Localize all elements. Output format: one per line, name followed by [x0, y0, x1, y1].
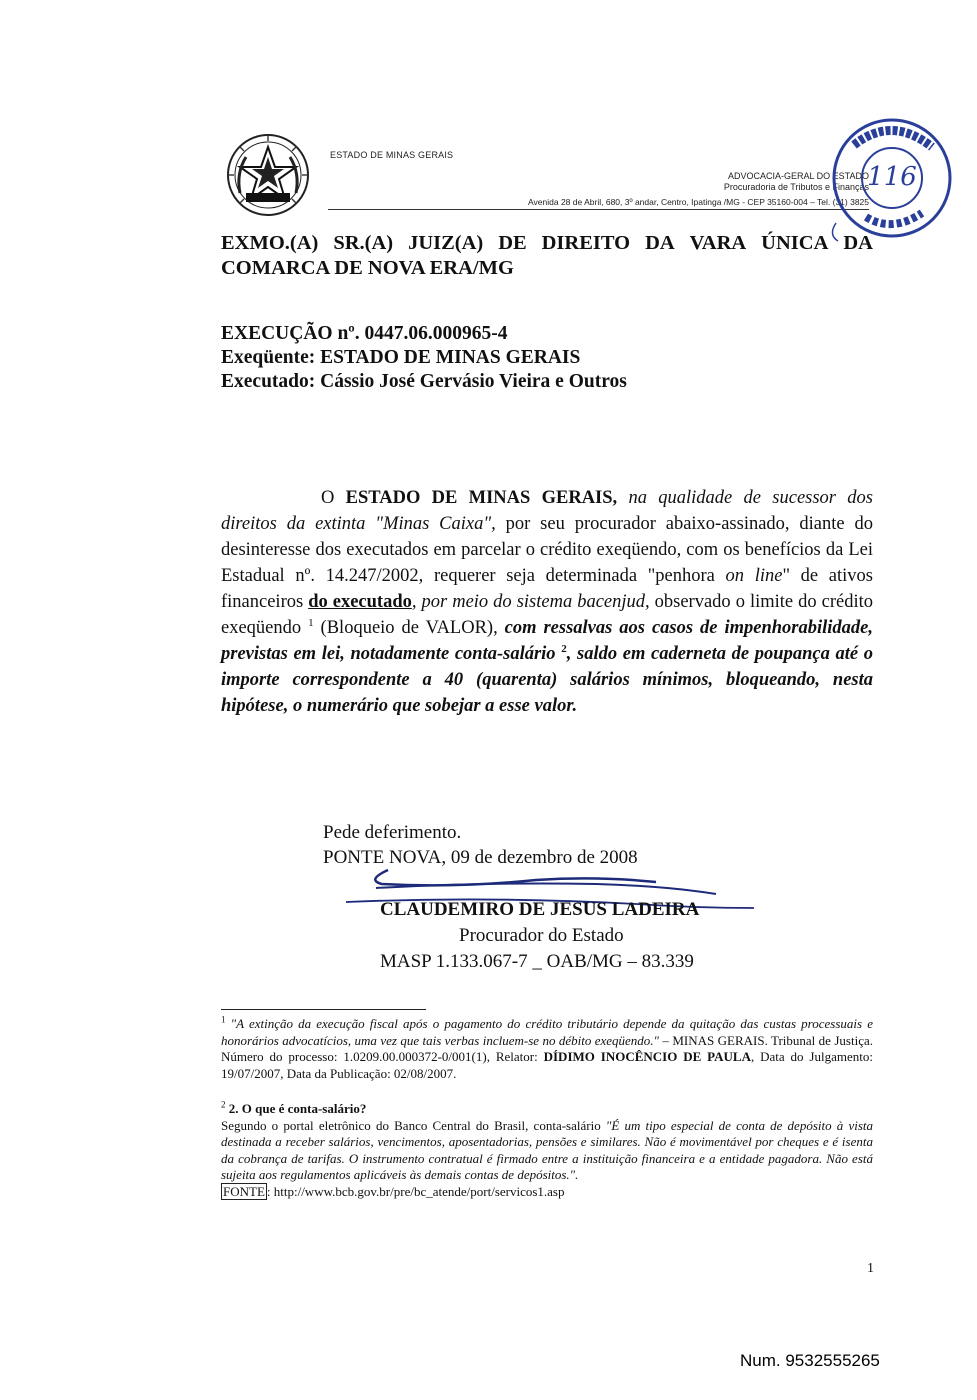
closing — [323, 820, 638, 870]
document-number: Num. 9532555265 — [740, 1351, 880, 1370]
footnote-2-number: 2 — [221, 1099, 226, 1110]
case-executado-value: Cássio José Gervásio Vieira e Outros — [320, 371, 627, 392]
body-text-state: ESTADO DE MINAS GERAIS, — [345, 488, 618, 508]
body-text: por seu procurador abaixo-assinado, diante do desinteresse dos executados em parcelar o crédito exeqüendo, com os benefícios da Lei Estadual nº. 14.247/2002, requerer seja determinada "penhora — [221, 514, 873, 586]
case-execution-number: EXECUÇÃO nº. 0447.06.000965-4 — [221, 323, 508, 344]
footnote-ref-1: 1 — [308, 616, 314, 629]
letterhead-divider — [328, 209, 869, 210]
case-executado-label: Executado: — [221, 371, 316, 392]
letterhead-state-name: ESTADO DE MINAS GERAIS — [330, 150, 454, 160]
footnote-1-source: – MINAS GERAIS. Tribunal de Justiça. Número do processo: 1.0209.00.000372-0/001(1), Relator: — [221, 1032, 873, 1064]
body-text-executado: do executado — [308, 592, 412, 612]
footnote-1-dates: , Data do Julgamento: 19/07/2007, Data da Publicação: 02/08/2007. — [221, 1049, 873, 1081]
addressee-line-2: COMARCA DE NOVA ERA/MG — [221, 257, 514, 279]
footnote-2-source-label: FONTE — [223, 1183, 265, 1199]
case-header — [221, 322, 627, 394]
addressee-word: DA — [843, 232, 873, 254]
addressee-line-1 — [221, 231, 873, 256]
addressee-word: ÚNICA — [761, 232, 829, 254]
signer-name: CLAUDEMIRO DE JESUS LADEIRA — [380, 899, 700, 920]
court-stamp — [826, 113, 958, 243]
addressee-word: JUIZ(A) — [408, 232, 484, 254]
case-exequente-label: Exeqüente: — [221, 347, 316, 368]
addressee-word: VARA — [689, 232, 747, 254]
petition-body — [221, 485, 873, 719]
petition-paragraph — [221, 485, 873, 719]
body-text-qualification: na qualidade de sucessor dos direitos da extinta "Minas Caixa", — [221, 488, 873, 534]
body-text: (Bloqueio de VALOR), — [313, 618, 505, 638]
footnote-2-quote: "É um tipo especial de conta de depósito à vista destinada a receber salários, vencimentos, aposentadorias, pensões e similares. Não é movimentável por cheques e é isenta da cobrança de tarifas. O instrumento contratual é firmado entre a instituição financeira e a entidade pagadora. Não está sujeita aos regulamentos aplicáveis às demais contas de depósitos.". — [221, 1117, 873, 1182]
body-text-online: on line — [725, 566, 783, 586]
footnote-1-quote: "A extinção da execução fiscal após o pagamento do crédito tributário depende da quitação das custas processuais e honorários advocatícios, uma vez que tais verbas incluem-se no débito exeqüendo." — [221, 1016, 873, 1048]
addressee-word: EXMO.(A) — [221, 232, 319, 254]
footnote-divider — [221, 1009, 426, 1010]
page-number: 1 — [867, 1261, 874, 1276]
letterhead-department: Procuradoria de Tributos e Finanças — [723, 182, 869, 192]
body-text-bacenjud: , por meio do sistema bacenjud, — [411, 592, 650, 612]
footnote-2-title: 2. O que é conta-salário? — [228, 1101, 367, 1116]
addressee-word: DE — [498, 232, 527, 254]
footnote-ref-2: 2 — [561, 642, 567, 655]
body-text-reservations-cont: , saldo em caderneta de poupança até o importe correspondente a 40 (quarenta) salários mínimos, bloqueando, nesta hipótese, o numerário que sobejar a esse valor. — [221, 644, 873, 716]
body-text: observado o limite do crédito exeqüendo — [221, 592, 873, 638]
footnote-1-relator: DÍDIMO INOCÊNCIO DE PAULA — [543, 1049, 751, 1064]
stamp-page-number: 116 — [867, 162, 917, 192]
closing-place-date: PONTE NOVA, 09 de dezembro de 2008 — [323, 847, 638, 868]
closing-request: Pede deferimento. — [323, 822, 462, 843]
letterhead-agency: ADVOCACIA-GERAL DO ESTADO — [727, 171, 869, 181]
signer-registration: MASP 1.133.067-7 _ OAB/MG – 83.339 — [380, 951, 694, 972]
addressee-word: SR.(A) — [333, 232, 394, 254]
footnote-2-intro: Segundo o portal eletrônico do Banco Central do Brasil, conta-salário — [221, 1117, 606, 1133]
body-text: " de ativos financeiros — [221, 566, 873, 612]
footnote-2-source-url: : http://www.bcb.gov.br/pre/bc_atende/port/servicos1.asp — [266, 1183, 565, 1199]
letterhead-address: Avenida 28 de Abril, 680, 3º andar, Centro, Ipatinga /MG - CEP 35160-004 – Tel. (31) 3825 — [528, 197, 869, 207]
footnote-1-number: 1 — [221, 1014, 226, 1025]
body-text-reservations: com ressalvas aos casos de impenhorabilidade, previstas em lei, notadamente conta-salário — [221, 618, 873, 664]
footnote-1 — [221, 1016, 873, 1082]
addressee-word: DA — [645, 232, 675, 254]
body-text: O — [321, 488, 346, 508]
addressee — [221, 231, 873, 281]
case-exequente-value: ESTADO DE MINAS GERAIS — [320, 347, 581, 368]
case-exequente — [221, 346, 627, 370]
addressee-word: DIREITO — [541, 232, 631, 254]
signer-role: Procurador do Estado — [459, 925, 624, 946]
state-coat-of-arms-icon — [226, 133, 310, 217]
case-executado — [221, 370, 627, 394]
footnote-2 — [221, 1101, 873, 1200]
